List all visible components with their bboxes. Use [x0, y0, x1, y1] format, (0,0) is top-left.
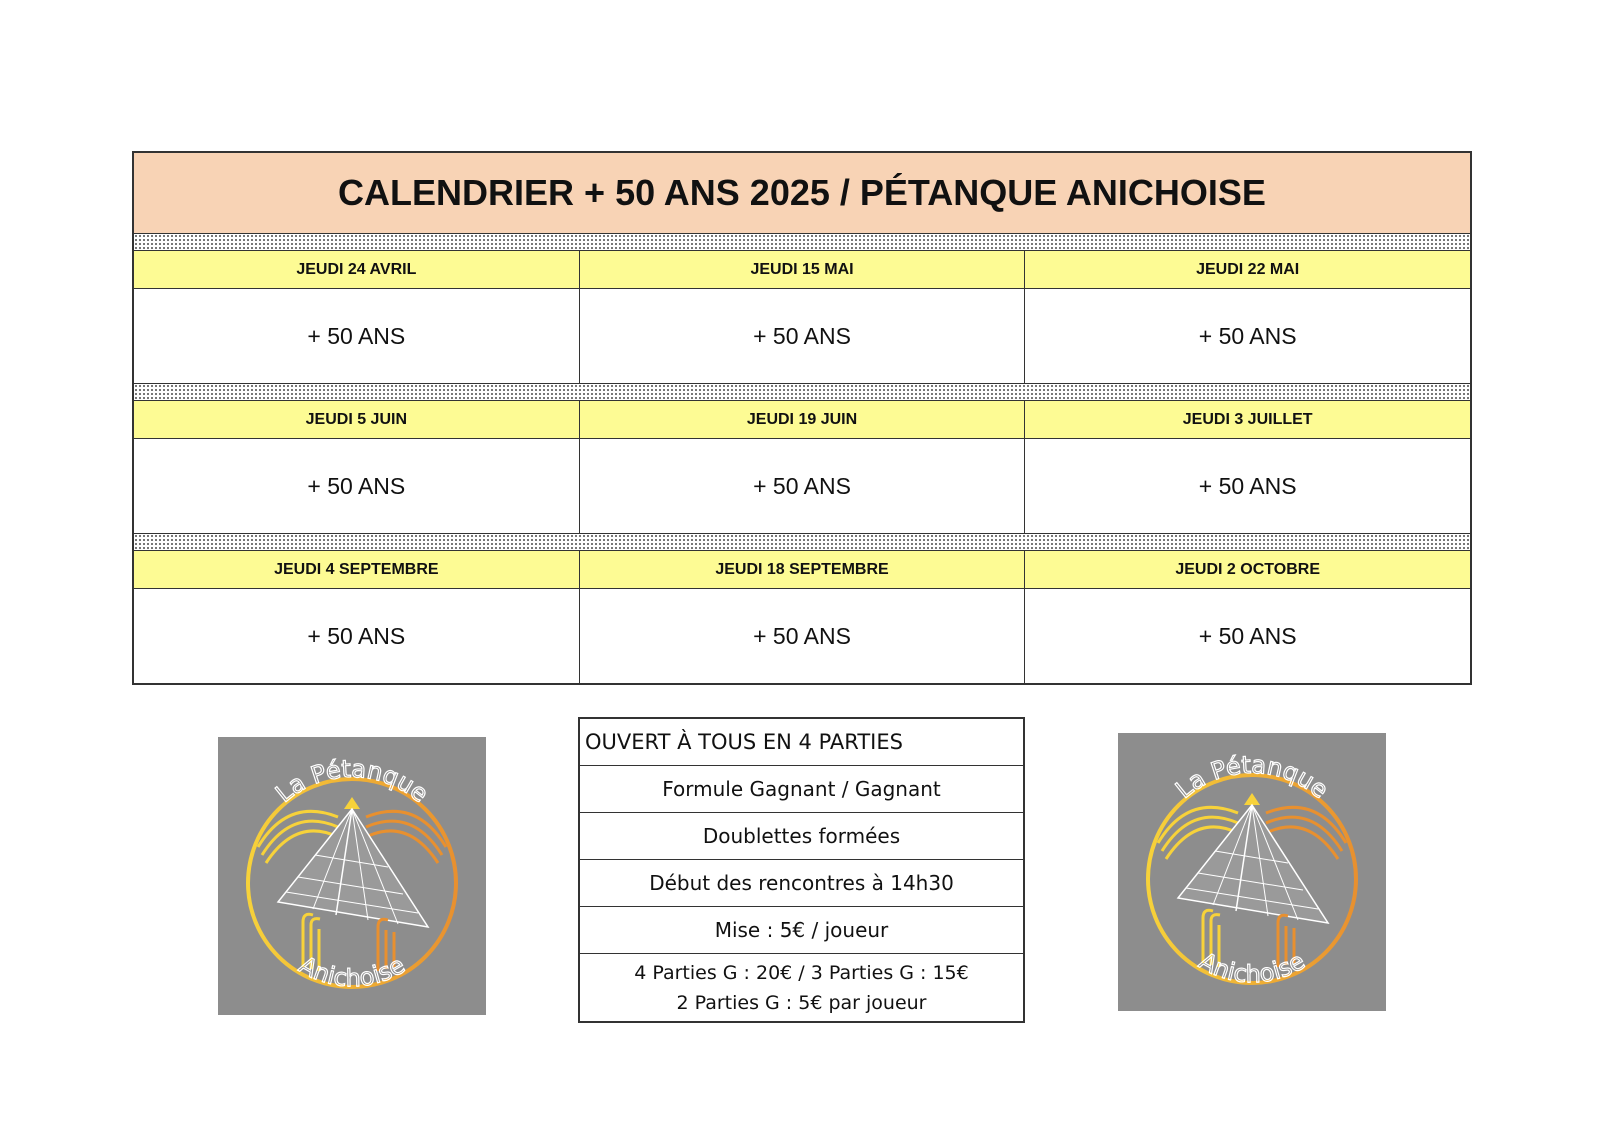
- dotted-separator: [134, 534, 1470, 551]
- info-open: OUVERT À TOUS EN 4 PARTIES: [580, 719, 1023, 766]
- date-cell: JEUDI 15 MAI: [580, 251, 1026, 288]
- event-cell: + 50 ANS: [1025, 439, 1470, 533]
- event-cell: + 50 ANS: [1025, 289, 1470, 383]
- dotted-separator: [134, 234, 1470, 251]
- info-prizes: [580, 954, 1023, 1021]
- event-cell: + 50 ANS: [580, 439, 1026, 533]
- event-row: [134, 439, 1470, 534]
- event-cell: + 50 ANS: [134, 589, 580, 683]
- date-row: [134, 551, 1470, 589]
- date-row: [134, 251, 1470, 289]
- petanque-logo-icon: [218, 737, 486, 1015]
- date-row: [134, 401, 1470, 439]
- event-cell: + 50 ANS: [1025, 589, 1470, 683]
- info-start-time: Début des rencontres à 14h30: [580, 860, 1023, 907]
- dotted-separator: [134, 384, 1470, 401]
- event-cell: + 50 ANS: [580, 289, 1026, 383]
- event-row: [134, 589, 1470, 683]
- event-cell: + 50 ANS: [580, 589, 1026, 683]
- info-box: [578, 717, 1025, 1023]
- petanque-logo-icon: [1118, 733, 1386, 1011]
- svg-text:Anichoise: Anichoise: [294, 950, 410, 993]
- svg-text:La Pétanque: La Pétanque: [1170, 750, 1334, 804]
- date-cell: JEUDI 4 SEPTEMBRE: [134, 551, 580, 588]
- event-row: [134, 289, 1470, 384]
- info-formula: Formule Gagnant / Gagnant: [580, 766, 1023, 813]
- svg-text:Anichoise: Anichoise: [1194, 946, 1310, 989]
- event-cell: + 50 ANS: [134, 289, 580, 383]
- date-cell: JEUDI 18 SEPTEMBRE: [580, 551, 1026, 588]
- info-teams: Doublettes formées: [580, 813, 1023, 860]
- svg-text:La Pétanque: La Pétanque: [270, 754, 434, 808]
- calendar-title: CALENDRIER + 50 ANS 2025 / PÉTANQUE ANICHOISE: [134, 153, 1470, 234]
- info-stake: Mise : 5€ / joueur: [580, 907, 1023, 954]
- event-cell: + 50 ANS: [134, 439, 580, 533]
- info-prizes-line1: 4 Parties G : 20€ / 3 Parties G : 15€: [634, 961, 969, 984]
- date-cell: JEUDI 24 AVRIL: [134, 251, 580, 288]
- date-cell: JEUDI 2 OCTOBRE: [1025, 551, 1470, 588]
- club-logo-right: [1118, 733, 1386, 1011]
- date-cell: JEUDI 5 JUIN: [134, 401, 580, 438]
- date-cell: JEUDI 3 JUILLET: [1025, 401, 1470, 438]
- info-prizes-line2: 2 Parties G : 5€ par joueur: [676, 991, 927, 1014]
- date-cell: JEUDI 19 JUIN: [580, 401, 1026, 438]
- date-cell: JEUDI 22 MAI: [1025, 251, 1470, 288]
- club-logo-left: [218, 737, 486, 1015]
- calendar-table: [132, 151, 1472, 685]
